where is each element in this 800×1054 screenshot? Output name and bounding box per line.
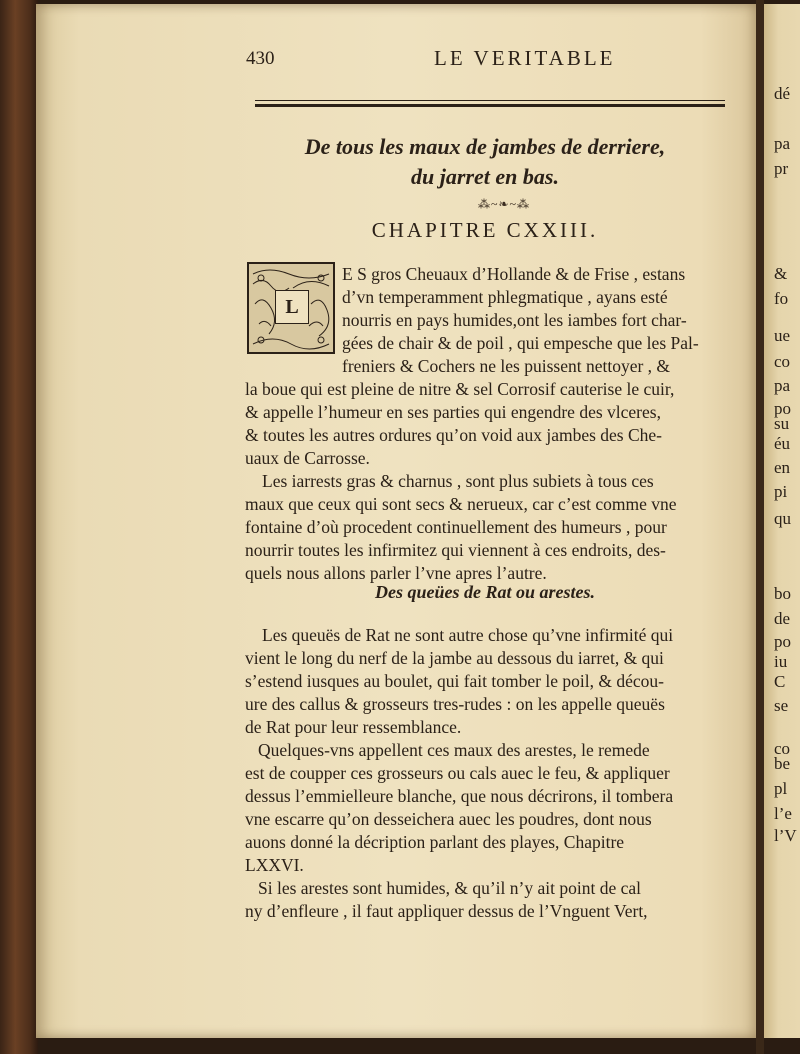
text-line: d’vn temperamment phlegmatique , ayans esté (342, 287, 668, 307)
adjacent-page-fragment: pa (774, 134, 791, 153)
text-line: & appelle l’humeur en ses parties qui engendre des vlceres, (245, 402, 661, 422)
text-line: auons donné la décription parlant des playes, Chapitre (245, 832, 625, 852)
text-line: & toutes les autres ordures qu’on void aux jambes des Che- (245, 425, 662, 445)
adjacent-page-fragment: de (774, 609, 791, 628)
text-line: gées de chair & de poil , qui empesche que les Pal- (342, 333, 699, 353)
adjacent-page-fragment: C (774, 672, 786, 691)
adjacent-page-fragment: l’e (774, 804, 792, 823)
page-header (36, 48, 758, 78)
text-line: uaux de Carrosse. (245, 448, 370, 468)
running-title: LE VERITABLE (434, 46, 616, 70)
drop-cap-ornament (247, 262, 335, 354)
text-line: LXXVI. (245, 855, 304, 875)
text-line: Si les arestes sont humides, & qu’il n’y ait point de cal (258, 878, 641, 898)
text-line: dessus l’emmielleure blanche, que nous décrirons, il tombera (245, 786, 674, 806)
adjacent-page-fragment: se (774, 696, 789, 715)
text-line: fontaine d’où procedent continuellement des humeurs , pour (245, 517, 667, 537)
adjacent-page-fragment: bo (774, 584, 791, 603)
adjacent-page-fragment: po (774, 399, 791, 418)
adjacent-page-edge (764, 4, 800, 1038)
adjacent-page-fragment: su (774, 414, 790, 433)
adjacent-page-fragment: co (774, 739, 791, 758)
adjacent-page-fragment: po (774, 632, 791, 651)
page-number: 430 (246, 48, 275, 69)
text-line: quels nous allons parler l’vne apres l’autre. (245, 563, 547, 583)
text-line: maux que ceux qui sont secs & nerueux, car c’est comme vne (245, 494, 677, 514)
adjacent-page-fragment: fo (774, 289, 789, 308)
text-line: nourris en pays humides,ont les iambes fort char- (342, 310, 687, 330)
header-rule-thin (255, 100, 725, 101)
title-ornament: ⁂~❧~⁂ (478, 197, 531, 211)
text-line: vient le long du nerf de la jambe au dessous du iarret, & qui (245, 648, 664, 668)
book-spine (0, 0, 38, 1054)
adjacent-page-fragment: éu (774, 434, 791, 453)
section-title-line2: du jarret en bas. (411, 164, 559, 189)
text-line: Les iarrests gras & charnus , sont plus subiets à tous ces (262, 471, 654, 491)
text-line: ure des callus & grosseurs tres-rudes : on les appelle queuës (245, 694, 665, 714)
text-line: Les queuës de Rat ne sont autre chose qu’vne infirmité qui (262, 625, 674, 645)
adjacent-page-fragment: pa (774, 376, 791, 395)
section-title-line1: De tous les maux de jambes de derriere, (304, 134, 666, 159)
text-line: vne escarre qu’on desseichera auec les poudres, dont nous (245, 809, 652, 829)
header-rule (255, 104, 725, 107)
adjacent-page-fragment: iu (774, 652, 788, 671)
adjacent-page-fragment: pl (774, 779, 788, 798)
adjacent-page-fragment: pi (774, 482, 788, 501)
text-line: la boue qui est pleine de nitre & sel Corrosif cauterise le cuir, (245, 379, 675, 399)
adjacent-page-fragment: dé (774, 84, 791, 103)
adjacent-page-fragment: be (774, 754, 791, 773)
adjacent-page-fragment: en (774, 458, 791, 477)
subheading: Des queües de Rat ou arestes. (375, 582, 595, 602)
chapter-heading: CHAPITRE CXXIII. (371, 218, 599, 242)
text-line: s’estend iusques au boulet, qui fait tomber le poil, & décou- (245, 671, 664, 691)
adjacent-page-fragment: pr (774, 159, 789, 178)
adjacent-page-fragment: l’V (774, 826, 797, 845)
text-line: E S gros Cheuaux d’Hollande & de Frise , estans (342, 264, 686, 284)
text-line: freniers & Cochers ne les puissent nettoyer , & (342, 356, 671, 376)
adjacent-page-fragment: ue (774, 326, 791, 345)
text-line: nourrir toutes les infirmitez qui viennent à ces endroits, des- (245, 540, 666, 560)
text-line: de Rat pour leur ressemblance. (245, 717, 462, 737)
drop-cap-letter: L (275, 290, 309, 324)
text-line: Quelques-vns appellent ces maux des arestes, le remede (258, 740, 650, 760)
adjacent-page-fragment: & (774, 264, 788, 283)
page-gutter (756, 0, 764, 1054)
adjacent-page-fragment: qu (774, 509, 791, 528)
adjacent-page-fragment: co (774, 352, 791, 371)
text-line: est de coupper ces grosseurs ou cals auec le feu, & appliquer (245, 763, 670, 783)
text-line: ny d’enfleure , il faut appliquer dessus de l’Vnguent Vert, (245, 901, 648, 921)
